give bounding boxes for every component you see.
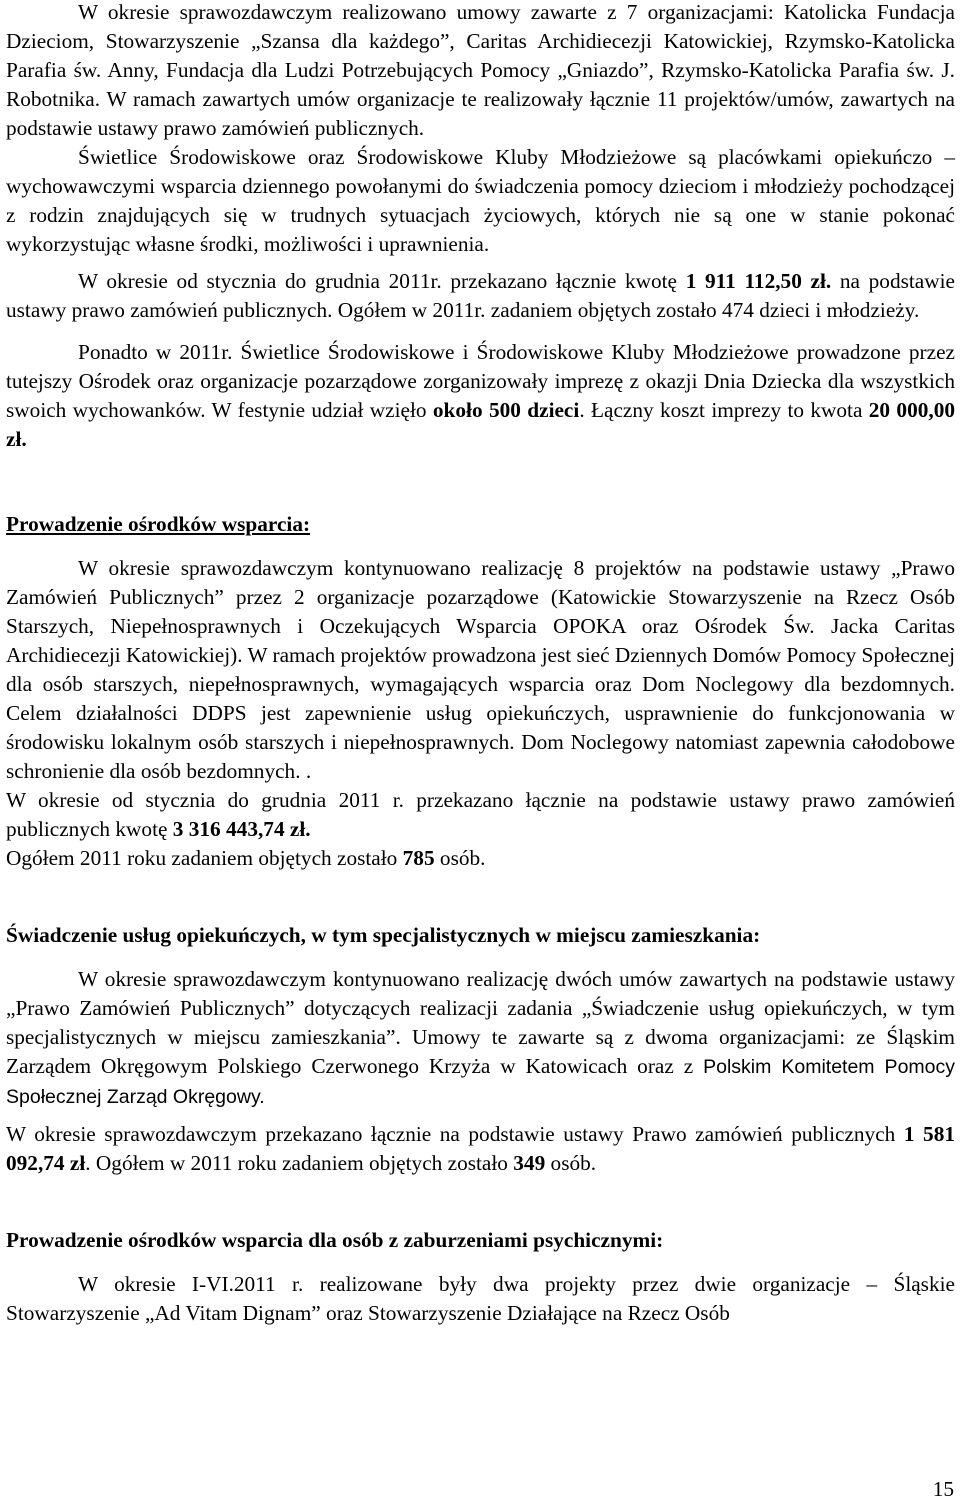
text-run: W okresie sprawozdawczym przekazano łącznie na podstawie ustawy Prawo zamówień publicznych — [6, 1122, 904, 1146]
text-run: W okresie od stycznia do grudnia 2011r. przekazano łącznie kwotę — [78, 269, 686, 293]
text-run: Ponadto w 2011r. Świetlice Środowiskowe i Środowiskowe Kluby Młodzieżowe prowadzone przez tutejszy Ośrodek oraz organizacje pozarządowe zorganizowały imprezę z okazji Dnia Dziecka dla wszystkich swoich wychowanków. W festynie udział wzięło — [6, 340, 955, 422]
amount-bold: 1 581 092,74 zł — [6, 1122, 956, 1175]
text-run: W okresie sprawozdawczym realizowano umowy zawarte z 7 organizacjami: Katolicka Fundacja Dzieciom, Stowarzyszenie „Szansa dla każdego”, Caritas Archidiecezji Katowickiej, Rzymsko-Katolicka Parafia św. Anny, Fundacja dla Ludzi Potrzebujących Pomocy „Gniazdo”, — [6, 0, 955, 82]
persons-count-bold: 349 — [513, 1151, 546, 1175]
cost-bold: 20 000,00 zł. — [6, 398, 955, 451]
paragraph-community-centers: Świetlice Środowiskowe oraz Środowiskowe Kluby Młodzieżowe są placówkami opiekuńczo – wychowawczymi wsparcia dziennego powołanymi do świadczenia pomocy dzieciom i młodzieży pochodzącej z rodzin znajdujących się w trudnych sytuacjach życiowych, których nie są one w stanie pokonać wykorzystując własne środki, możliwości i uprawnienia. — [6, 145, 955, 256]
persons-count-bold: 785 — [402, 846, 435, 870]
document-page — [6, 0, 955, 1328]
text-run: osób. — [434, 846, 486, 870]
paragraph-care-funding — [6, 1120, 955, 1178]
heading-text: Prowadzenie ośrodków wsparcia: — [6, 512, 311, 536]
page-number: 15 — [932, 1477, 954, 1501]
amount-bold: 1 911 112,50 zł. — [685, 269, 832, 293]
text-run: . Łączny koszt imprezy to kwota — [579, 398, 869, 422]
organization-name: Polskim Komitetem Pomocy Społecznej Zarząd Okręgowy. — [6, 1056, 955, 1108]
text-run: na podstawie ustawy prawo zamówień publicznych. Ogółem w 2011r. zadaniem objętych zostało 474 dzieci i młodzieży. — [6, 269, 955, 322]
text-run: Ogółem 2011 roku zadaniem objętych zostało — [6, 846, 403, 870]
text-run: osób. — [545, 1151, 597, 1175]
paragraph-childrens-day — [6, 338, 955, 454]
section-heading-support-centers — [6, 510, 955, 539]
paragraph-support-persons — [6, 844, 955, 873]
paragraph-mental-health: W okresie I-VI.2011 r. realizowane były dwa projekty przez dwie organizacje – Śląskie Stowarzyszenie „Ad Vitam Dignam” oraz Stowarzyszenie Działające na Rzecz Osób — [6, 1272, 955, 1325]
text-run: W okresie od stycznia do grudnia 2011 r. przekazano łącznie na podstawie ustawy prawo zamówień publicznych kwotę — [6, 788, 955, 841]
text-run: . Ogółem w 2011 roku zadaniem objętych zostało — [85, 1151, 514, 1175]
paragraph-support-funding — [6, 786, 955, 844]
paragraph-funding-2011 — [6, 267, 955, 325]
paragraph-care-services — [6, 965, 955, 1112]
amount-bold: 3 316 443,74 zł. — [172, 817, 311, 841]
paragraph-support-centers: W okresie sprawozdawczym kontynuowano realizację 8 projektów na podstawie ustawy „Prawo Zamówień Publicznych” przez 2 organizacje pozarządowe (Katowickie Stowarzyszenie na Rzecz Osób Starszych, Niepełnosprawnych i Oczekujących Wsparcia OPOKA oraz Ośrodek Św. Jacka Caritas Archidiecezji Katowickiej). W ramach projektów prowadzona jest sieć Dziennych Domów Pomocy Społecznej dla osób starszych, niepełnosprawnych, wymagających wsparcia oraz Dom Noclegowy dla bezdomnych. Celem działalności DDPS jest zapewnienie usług opiekuńczych, usprawnienie do funkcjonowania w środowisku lokalnym osób starszych i niepełnosprawnych. Dom Noclegowy natomiast zapewnia całodobowe schronienie dla osób bezdomnych. . — [6, 556, 955, 783]
section-heading-mental-health: Prowadzenie ośrodków wsparcia dla osób z zaburzeniami psychicznymi: — [6, 1228, 664, 1252]
text-run: W okresie sprawozdawczym kontynuowano realizację dwóch umów zawartych na podstawie ustawy „Prawo Zamówień Publicznych” dotyczących realizacji zadania „Świadczenie usług opiekuńczych, w tym specjalistycznych w miejscu zamieszkania”. Umowy te zawarte są z dwoma organizacjami: ze Śląskim Zarządem Okręgowym Polskiego Czerwonego Krzyża w Katowicach oraz z — [6, 967, 955, 1078]
text-run: Rzymsko-Katolicka Parafia św. J. Robotnika. W ramach zawartych umów organizacje te realizowały łącznie 11 projektów/umów, zawartych na podstawie ustawy prawo zamówień publicznych. — [6, 58, 955, 140]
section-heading-care-services: Świadczenie usług opiekuńczych, w tym specjalistycznych w miejscu zamieszkania: — [6, 923, 761, 947]
paragraph-contracts — [6, 0, 955, 143]
participants-bold: około 500 dzieci — [432, 398, 580, 422]
